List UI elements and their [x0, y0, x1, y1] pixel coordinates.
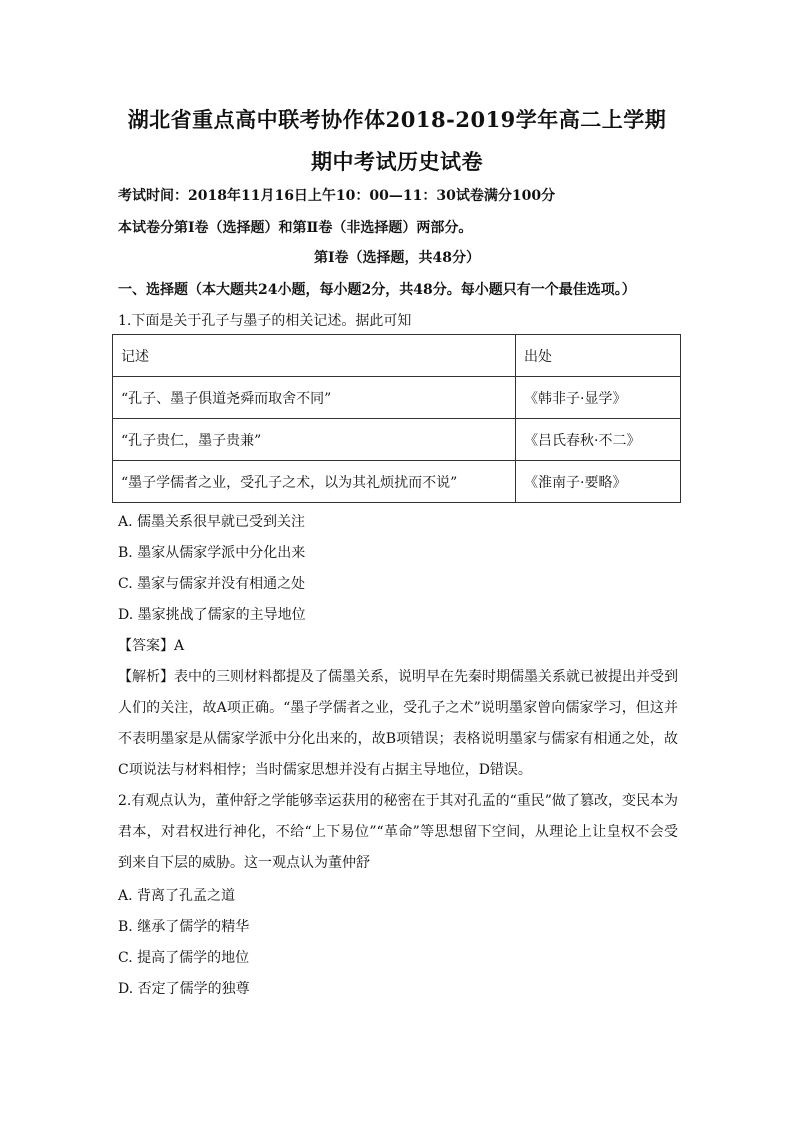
table-cell: “孔子贵仁，墨子贵兼”	[113, 419, 516, 461]
table-cell: “墨子学儒者之业，受孔子之术，以为其礼烦扰而不说”	[113, 461, 516, 503]
table-header-cell: 记述	[113, 335, 516, 377]
question-2-option-b: B. 继承了儒学的精华	[118, 919, 250, 935]
table-header-row	[113, 335, 681, 377]
section-instruction: 一、选择题（本大题共24小题，每小题2分，共48分。每小题只有一个最佳选项。）	[118, 282, 636, 298]
analysis-text: 表中的三则材料都提及了儒墨关系，说明早在先秦时期儒墨关系就已被提出并受到人们的关注，故A项正确。“墨子学儒者之业，受孔子之术”说明墨家曾向儒家学习，但这并不表明墨家是从儒家学派中分化出来的，故B项错误；表格说明墨家与儒家有相通之处，故C项说法与材料相悖；当时儒家思想并没有占据主导地位，D错误。	[118, 669, 678, 778]
question-2-option-a: A. 背离了孔孟之道	[118, 888, 236, 904]
question-1-option-d: D. 墨家挑战了儒家的主导地位	[118, 607, 306, 623]
exam-parts-info: 本试卷分第Ⅰ卷（选择题）和第Ⅱ卷（非选择题）两部分。	[118, 220, 473, 236]
table-cell: “孔子、墨子俱道尧舜而取舍不同”	[113, 377, 516, 419]
exam-title-line2: 期中考试历史试卷	[311, 149, 483, 174]
table-row	[113, 419, 681, 461]
table-header-cell: 出处	[516, 335, 681, 377]
source-table	[112, 334, 681, 503]
question-1-option-a: A. 儒墨关系很早就已受到关注	[118, 514, 306, 530]
exam-time-info: 考试时间：2018年11月16日上午10：00—11：30试卷满分100分	[118, 188, 556, 204]
table-row	[113, 377, 681, 419]
question-1-stem: 1.下面是关于孔子与墨子的相关记述。据此可知	[118, 313, 412, 329]
question-1-option-c: C. 墨家与儒家并没有相通之处	[118, 576, 306, 592]
analysis-label: 【解析】	[118, 669, 174, 685]
question-1-answer: 【答案】A	[118, 638, 185, 654]
table-row	[113, 461, 681, 503]
table-cell: 《吕氏春秋·不二》	[516, 419, 681, 461]
question-2-stem: 2.有观点认为，董仲舒之学能够幸运获用的秘密在于其对孔孟的“重民”做了篡改，变民本为君本，对君权进行神化，不给“上下易位”“革命”等思想留下空间，从理论上让皇权不会受到来自下层的威胁。这一观点认为董仲舒	[118, 793, 678, 871]
question-2-option-d: D. 否定了儒学的独尊	[118, 981, 250, 997]
question-1-analysis	[118, 662, 678, 786]
table-cell: 《韩非子·显学》	[516, 377, 681, 419]
question-2-option-c: C. 提高了儒学的地位	[118, 950, 250, 966]
exam-title-line1: 湖北省重点高中联考协作体2018-2019学年高二上学期	[127, 107, 667, 132]
section-heading: 第Ⅰ卷（选择题，共48分）	[313, 250, 481, 266]
question-1-option-b: B. 墨家从儒家学派中分化出来	[118, 545, 306, 561]
table-cell: 《淮南子·要略》	[516, 461, 681, 503]
